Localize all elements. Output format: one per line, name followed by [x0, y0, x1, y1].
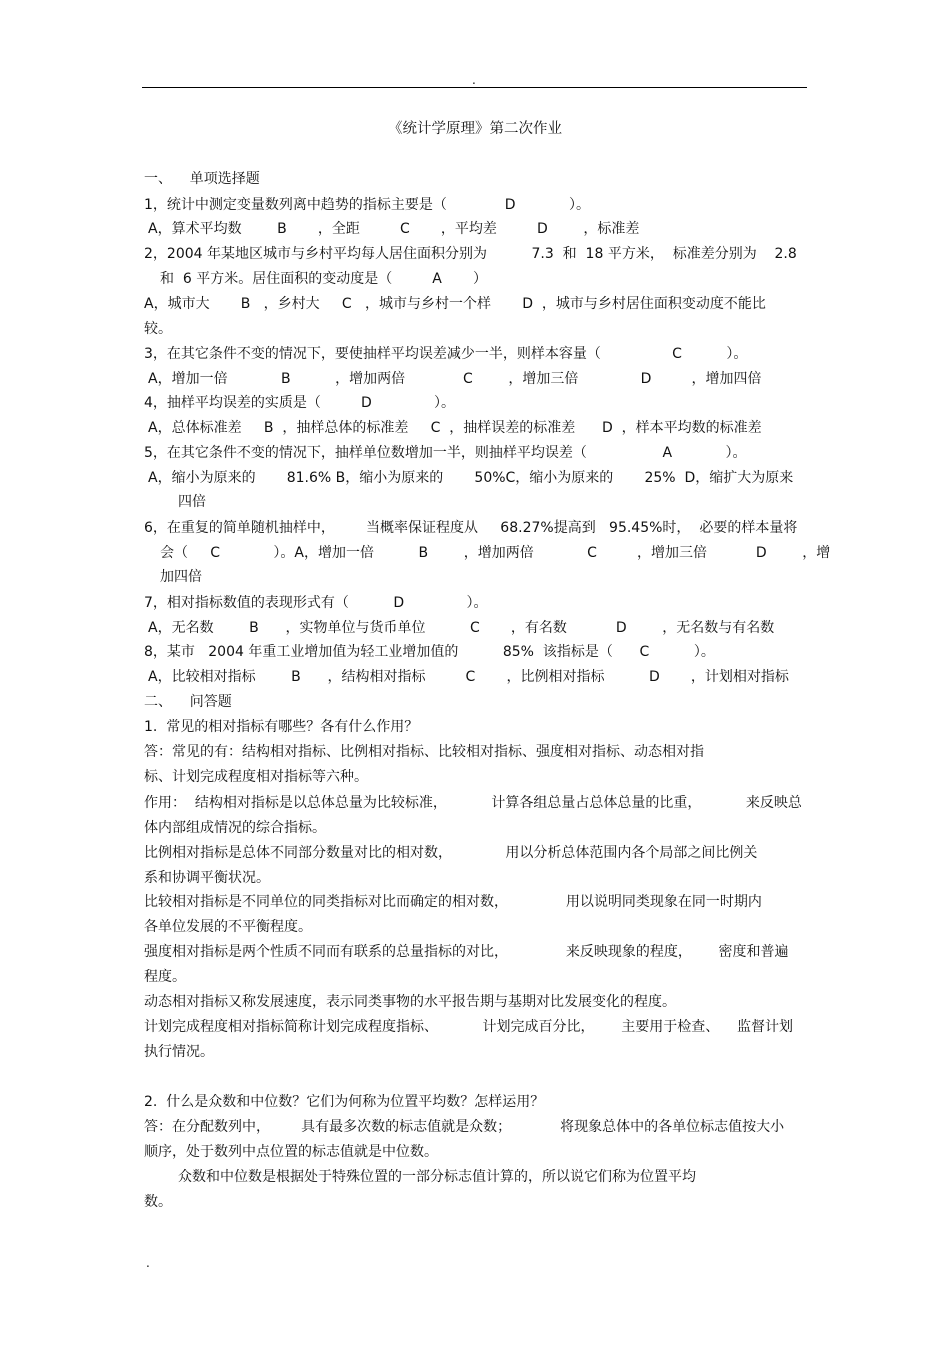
text-line: A，比较相对指标 B ，结构相对指标 C ，比例相对指标 D ，计划相对指标	[148, 669, 789, 685]
text-line: 程度。	[144, 969, 186, 985]
footer-dot: .	[146, 1256, 150, 1270]
text-line: A，算术平均数 B ，全距 C ，平均差 D ，标准差	[148, 221, 640, 237]
header-rule	[142, 87, 807, 88]
text-line: 各单位发展的不平衡程度。	[144, 919, 312, 935]
text-line: 系和协调平衡状况。	[144, 870, 270, 886]
text-line: A，总体标准差 B ，抽样总体的标准差 C ，抽样误差的标准差 D ，样本平均数的标准差	[148, 420, 762, 436]
text-line: 和 6 平方米。居住面积的变动度是（ A ）	[160, 271, 488, 287]
text-line: 众数和中位数是根据处于特殊位置的一部分标志值计算的，所以说它们称为位置平均	[178, 1169, 696, 1185]
text-line: 较。	[144, 321, 172, 337]
text-line: 加四倍	[160, 569, 202, 585]
text-line: 顺序，处于数列中点位置的标志值就是中位数。	[144, 1144, 438, 1160]
text-line: 比例相对指标是总体不同部分数量对比的相对数， 用以分析总体范围内各个局部之间比例关	[144, 845, 758, 861]
text-line: 动态相对指标又称发展速度，表示同类事物的水平报告期与基期对比发展变化的程度。	[144, 994, 676, 1010]
text-line: 6，在重复的简单随机抽样中， 当概率保证程度从 68.27%提高到 95.45%时， 必要的样本量将	[144, 520, 798, 536]
text-line: 强度相对指标是两个性质不同而有联系的总量指标的对比， 来反映现象的程度， 密度和普遍	[144, 944, 789, 960]
text-line: 7，相对指标数值的表现形式有（ D ）。	[144, 595, 488, 611]
text-line: 比较相对指标是不同单位的同类指标对比而确定的相对数， 用以说明同类现象在同一时期内	[144, 894, 762, 910]
text-line: 数。	[144, 1194, 172, 1210]
text-line: A，增加一倍 B ，增加两倍 C ，增加三倍 D ，增加四倍	[148, 371, 762, 387]
text-line: 一、 单项选择题	[144, 171, 260, 187]
text-line: A，无名数 B ，实物单位与货币单位 C ，有名数 D ，无名数与有名数	[148, 620, 775, 636]
text-line: 四倍	[178, 494, 206, 510]
text-line: 答：常见的有：结构相对指标、比例相对指标、比较相对指标、强度相对指标、动态相对指	[144, 744, 704, 760]
text-line: 会（ C ）。A，增加一倍 B ，增加两倍 C ，增加三倍 D ，增	[160, 545, 831, 561]
text-line: 计划完成程度相对指标简称计划完成程度指标、 计划完成百分比， 主要用于检查、 监督计划	[144, 1019, 794, 1035]
text-line: 4，抽样平均误差的实质是（ D ）。	[144, 395, 456, 411]
text-line: 答：在分配数列中， 具有最多次数的标志值就是众数； 将现象总体中的各单位标志值按大小	[144, 1119, 785, 1135]
document-title: 《统计学原理》第二次作业	[388, 121, 562, 137]
text-line: 二、 问答题	[144, 694, 232, 710]
text-line: 8，某市 2004 年重工业增加值为轻工业增加值的 85% 该指标是（ C ）。	[144, 644, 715, 660]
text-line: 作用： 结构相对指标是以总体总量为比较标准， 计算各组总量占总体总量的比重， 来反映总	[144, 795, 802, 811]
text-line: 2. 什么是众数和中位数？它们为何称为位置平均数？怎样运用？	[144, 1094, 545, 1110]
text-line: A，城市大 B ，乡村大 C ，城市与乡村一个样 D ，城市与乡村居住面积变动度不能比	[144, 296, 766, 312]
text-line: 2，2004 年某地区城市与乡村平均每人居住面积分别为 7.3 和 18 平方米， 标准差分别为 2.8	[144, 246, 797, 262]
header-dot: .	[472, 73, 476, 87]
text-line: 标、计划完成程度相对指标等六种。	[144, 769, 368, 785]
text-line: A，缩小为原来的 81.6% B，缩小为原来的 50%C，缩小为原来的 25% D，缩扩大为原来	[148, 470, 794, 486]
text-line: 执行情况。	[144, 1044, 214, 1060]
text-line: 1. 常见的相对指标有哪些？各有什么作用？	[144, 719, 419, 735]
text-line: 体内部组成情况的综合指标。	[144, 820, 326, 836]
text-line: 1，统计中测定变量数列离中趋势的指标主要是（ D ）。	[144, 197, 590, 213]
text-line: 5，在其它条件不变的情况下，抽样单位数增加一半，则抽样平均误差（ A ）。	[144, 445, 747, 461]
text-line: 3，在其它条件不变的情况下，要使抽样平均误差减少一半，则样本容量（ C ）。	[144, 346, 748, 362]
